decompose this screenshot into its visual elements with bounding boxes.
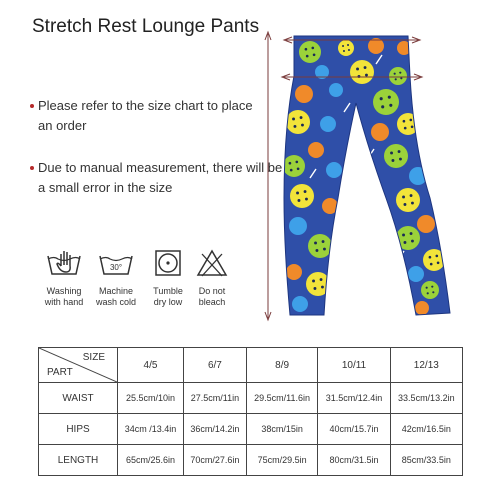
- pickleball-hole: [403, 120, 406, 123]
- pickleball-icon: [283, 155, 305, 177]
- pickleball-icon: [290, 184, 314, 208]
- pickleball-icon: [389, 67, 407, 85]
- pickleball-hole: [304, 190, 307, 193]
- pickleball-icon: [421, 281, 439, 299]
- pickleball-hole: [316, 249, 319, 252]
- pickleball-hole: [394, 73, 396, 75]
- pickleball-hole: [402, 196, 405, 199]
- washing-hand-icon: [44, 248, 84, 278]
- care-label-line1: Tumble: [153, 286, 183, 296]
- pickleball-hole: [410, 194, 413, 197]
- table-cell: 38cm/15in: [246, 414, 317, 445]
- pickleball-hole: [347, 44, 349, 46]
- pickleball-hole: [342, 45, 344, 47]
- table-cell: 80cm/31.5in: [318, 445, 390, 476]
- page-title: Stretch Rest Lounge Pants: [32, 16, 260, 37]
- pickleball-hole: [348, 49, 350, 51]
- table-cell: 85cm/33.5in: [390, 445, 462, 476]
- note-text: Due to manual measurement, there will be a small error in the size: [38, 160, 283, 195]
- pickleball-hole: [395, 78, 397, 80]
- table-cell: 40cm/15.7in: [318, 414, 390, 445]
- pickleball-icon: [329, 83, 343, 97]
- size-header: 12/13: [390, 348, 462, 383]
- pickleball-icon: [423, 249, 445, 271]
- pickleball-icon: [299, 41, 321, 63]
- pickleball-hole: [356, 68, 359, 71]
- table-cell: 29.5cm/11.6in: [246, 383, 317, 414]
- table-row: [39, 445, 463, 476]
- corner-size-label: SIZE: [82, 352, 105, 363]
- table-row: [39, 414, 463, 445]
- pickleball-hole: [320, 278, 323, 281]
- pickleball-icon: [417, 215, 435, 233]
- pickleball-hole: [409, 119, 412, 122]
- no-bleach-icon: [192, 248, 232, 278]
- pickleball-hole: [411, 202, 414, 205]
- size-chart-table: [38, 347, 463, 476]
- pickleball-hole: [301, 124, 304, 127]
- pickleball-icon: [308, 142, 324, 158]
- pickleball-icon: [286, 110, 310, 134]
- pickleball-icon: [320, 116, 336, 132]
- pickleball-hole: [411, 125, 414, 128]
- pickleball-hole: [432, 291, 434, 293]
- size-header: 6/7: [184, 348, 247, 383]
- pickleball-hole: [380, 97, 383, 100]
- pickleball-hole: [389, 104, 392, 107]
- table-cell: 36cm/14.2in: [184, 414, 247, 445]
- pickleball-hole: [364, 66, 367, 69]
- pickleball-hole: [404, 127, 407, 130]
- pickleball-hole: [294, 125, 297, 128]
- motion-streak: [354, 219, 360, 228]
- size-header: 8/9: [246, 348, 317, 383]
- pickleball-hole: [429, 256, 432, 259]
- note-size-chart: [38, 96, 268, 136]
- care-no-bleach: [186, 248, 238, 308]
- pickleball-icon: [373, 89, 399, 115]
- table-cell: 33.5cm/13.2in: [390, 383, 462, 414]
- note-measurement-error: [38, 158, 288, 198]
- pickleball-icon: [326, 162, 342, 178]
- pickleball-hole: [298, 199, 301, 202]
- pickleball-hole: [306, 55, 309, 58]
- size-header: 10/11: [318, 348, 390, 383]
- pickleball-hole: [426, 287, 428, 289]
- pants-fabric: [258, 28, 458, 328]
- pickleball-icon: [415, 301, 429, 315]
- table-cell: 34cm /13.4in: [118, 414, 184, 445]
- bullet-dot-icon: [30, 104, 34, 108]
- pickleball-hole: [427, 292, 429, 294]
- pickleball-hole: [399, 158, 402, 161]
- pickleball-hole: [312, 280, 315, 283]
- size-header: 4/5: [118, 348, 184, 383]
- pickleball-icon: [350, 60, 374, 84]
- pickleball-hole: [313, 53, 316, 56]
- machine-wash-icon: [96, 248, 136, 278]
- pickleball-icon: [371, 123, 389, 141]
- pants-illustration: [258, 28, 458, 328]
- care-label-line2: bleach: [198, 297, 226, 307]
- pickleball-hole: [314, 242, 317, 245]
- pickleball-icon: [338, 40, 354, 56]
- care-label-line1: Do not: [198, 286, 226, 296]
- pickleball-hole: [392, 159, 395, 162]
- table-cell: 70cm/27.6in: [184, 445, 247, 476]
- pickleball-hole: [289, 162, 292, 165]
- pickleball-icon: [308, 234, 332, 258]
- care-label-line1: Washing: [46, 286, 82, 296]
- pickleball-hole: [404, 241, 407, 244]
- pickleball-icon: [286, 264, 302, 280]
- pickleball-hole: [321, 286, 324, 289]
- table-cell: 42cm/16.5in: [390, 414, 462, 445]
- table-row: [39, 383, 463, 414]
- pickleball-hole: [314, 287, 317, 290]
- pickleball-hole: [430, 263, 433, 266]
- corner-cell: [39, 348, 118, 383]
- care-washing-hand: [38, 248, 90, 308]
- note-text: Please refer to the size chart to place an order: [38, 98, 253, 133]
- pickleball-hole: [398, 150, 401, 153]
- table-cell: 27.5cm/11in: [184, 383, 247, 414]
- pickleball-hole: [399, 72, 401, 74]
- pickleball-hole: [431, 286, 433, 288]
- pickleball-hole: [311, 47, 314, 50]
- pickleball-icon: [384, 144, 408, 168]
- wash-temp-label: 30°: [109, 263, 123, 272]
- pickleball-icon: [408, 266, 424, 282]
- table-cell: 31.5cm/12.4in: [318, 383, 390, 414]
- pickleball-hole: [404, 203, 407, 206]
- care-label-line2: wash cold: [95, 297, 137, 307]
- table-cell: 25.5cm/10in: [118, 383, 184, 414]
- pickleball-hole: [295, 161, 298, 164]
- pickleball-hole: [381, 105, 384, 108]
- part-label: WAIST: [39, 383, 118, 414]
- pickleball-hole: [437, 261, 440, 264]
- pickleball-hole: [297, 167, 300, 170]
- pickleball-hole: [390, 152, 393, 155]
- tumble-dry-icon: [148, 248, 188, 278]
- pickleball-icon: [295, 85, 313, 103]
- pickleball-hole: [305, 198, 308, 201]
- table-cell: 75cm/29.5in: [246, 445, 317, 476]
- pickleball-hole: [435, 255, 438, 258]
- pickleball-hole: [343, 50, 345, 52]
- pickleball-hole: [388, 96, 391, 99]
- care-label-line2: with hand: [44, 297, 84, 307]
- corner-part-label: PART: [47, 367, 73, 378]
- pickleball-hole: [296, 192, 299, 195]
- pickleball-hole: [411, 240, 414, 243]
- pickleball-icon: [289, 217, 307, 235]
- bullet-dot-icon: [30, 166, 34, 170]
- motion-streak: [338, 283, 344, 292]
- pickleball-hole: [322, 240, 325, 243]
- pickleball-hole: [365, 74, 368, 77]
- care-label-line1: Machine: [98, 286, 134, 296]
- care-label-line2: dry low: [153, 297, 183, 307]
- table-cell: 65cm/25.6in: [118, 445, 184, 476]
- pickleball-hole: [323, 248, 326, 251]
- pickleball-icon: [396, 188, 420, 212]
- pickleball-hole: [305, 48, 308, 51]
- pickleball-hole: [410, 232, 413, 235]
- care-machine-wash: [90, 248, 142, 308]
- pickleball-hole: [292, 118, 295, 121]
- pickleball-hole: [290, 169, 293, 172]
- table-header-row: [39, 348, 463, 383]
- part-label: HIPS: [39, 414, 118, 445]
- pickleball-hole: [402, 234, 405, 237]
- pickleball-icon: [396, 226, 420, 250]
- pickleball-icon: [292, 296, 308, 312]
- pickleball-hole: [300, 116, 303, 119]
- part-label: LENGTH: [39, 445, 118, 476]
- pickleball-hole: [400, 77, 402, 79]
